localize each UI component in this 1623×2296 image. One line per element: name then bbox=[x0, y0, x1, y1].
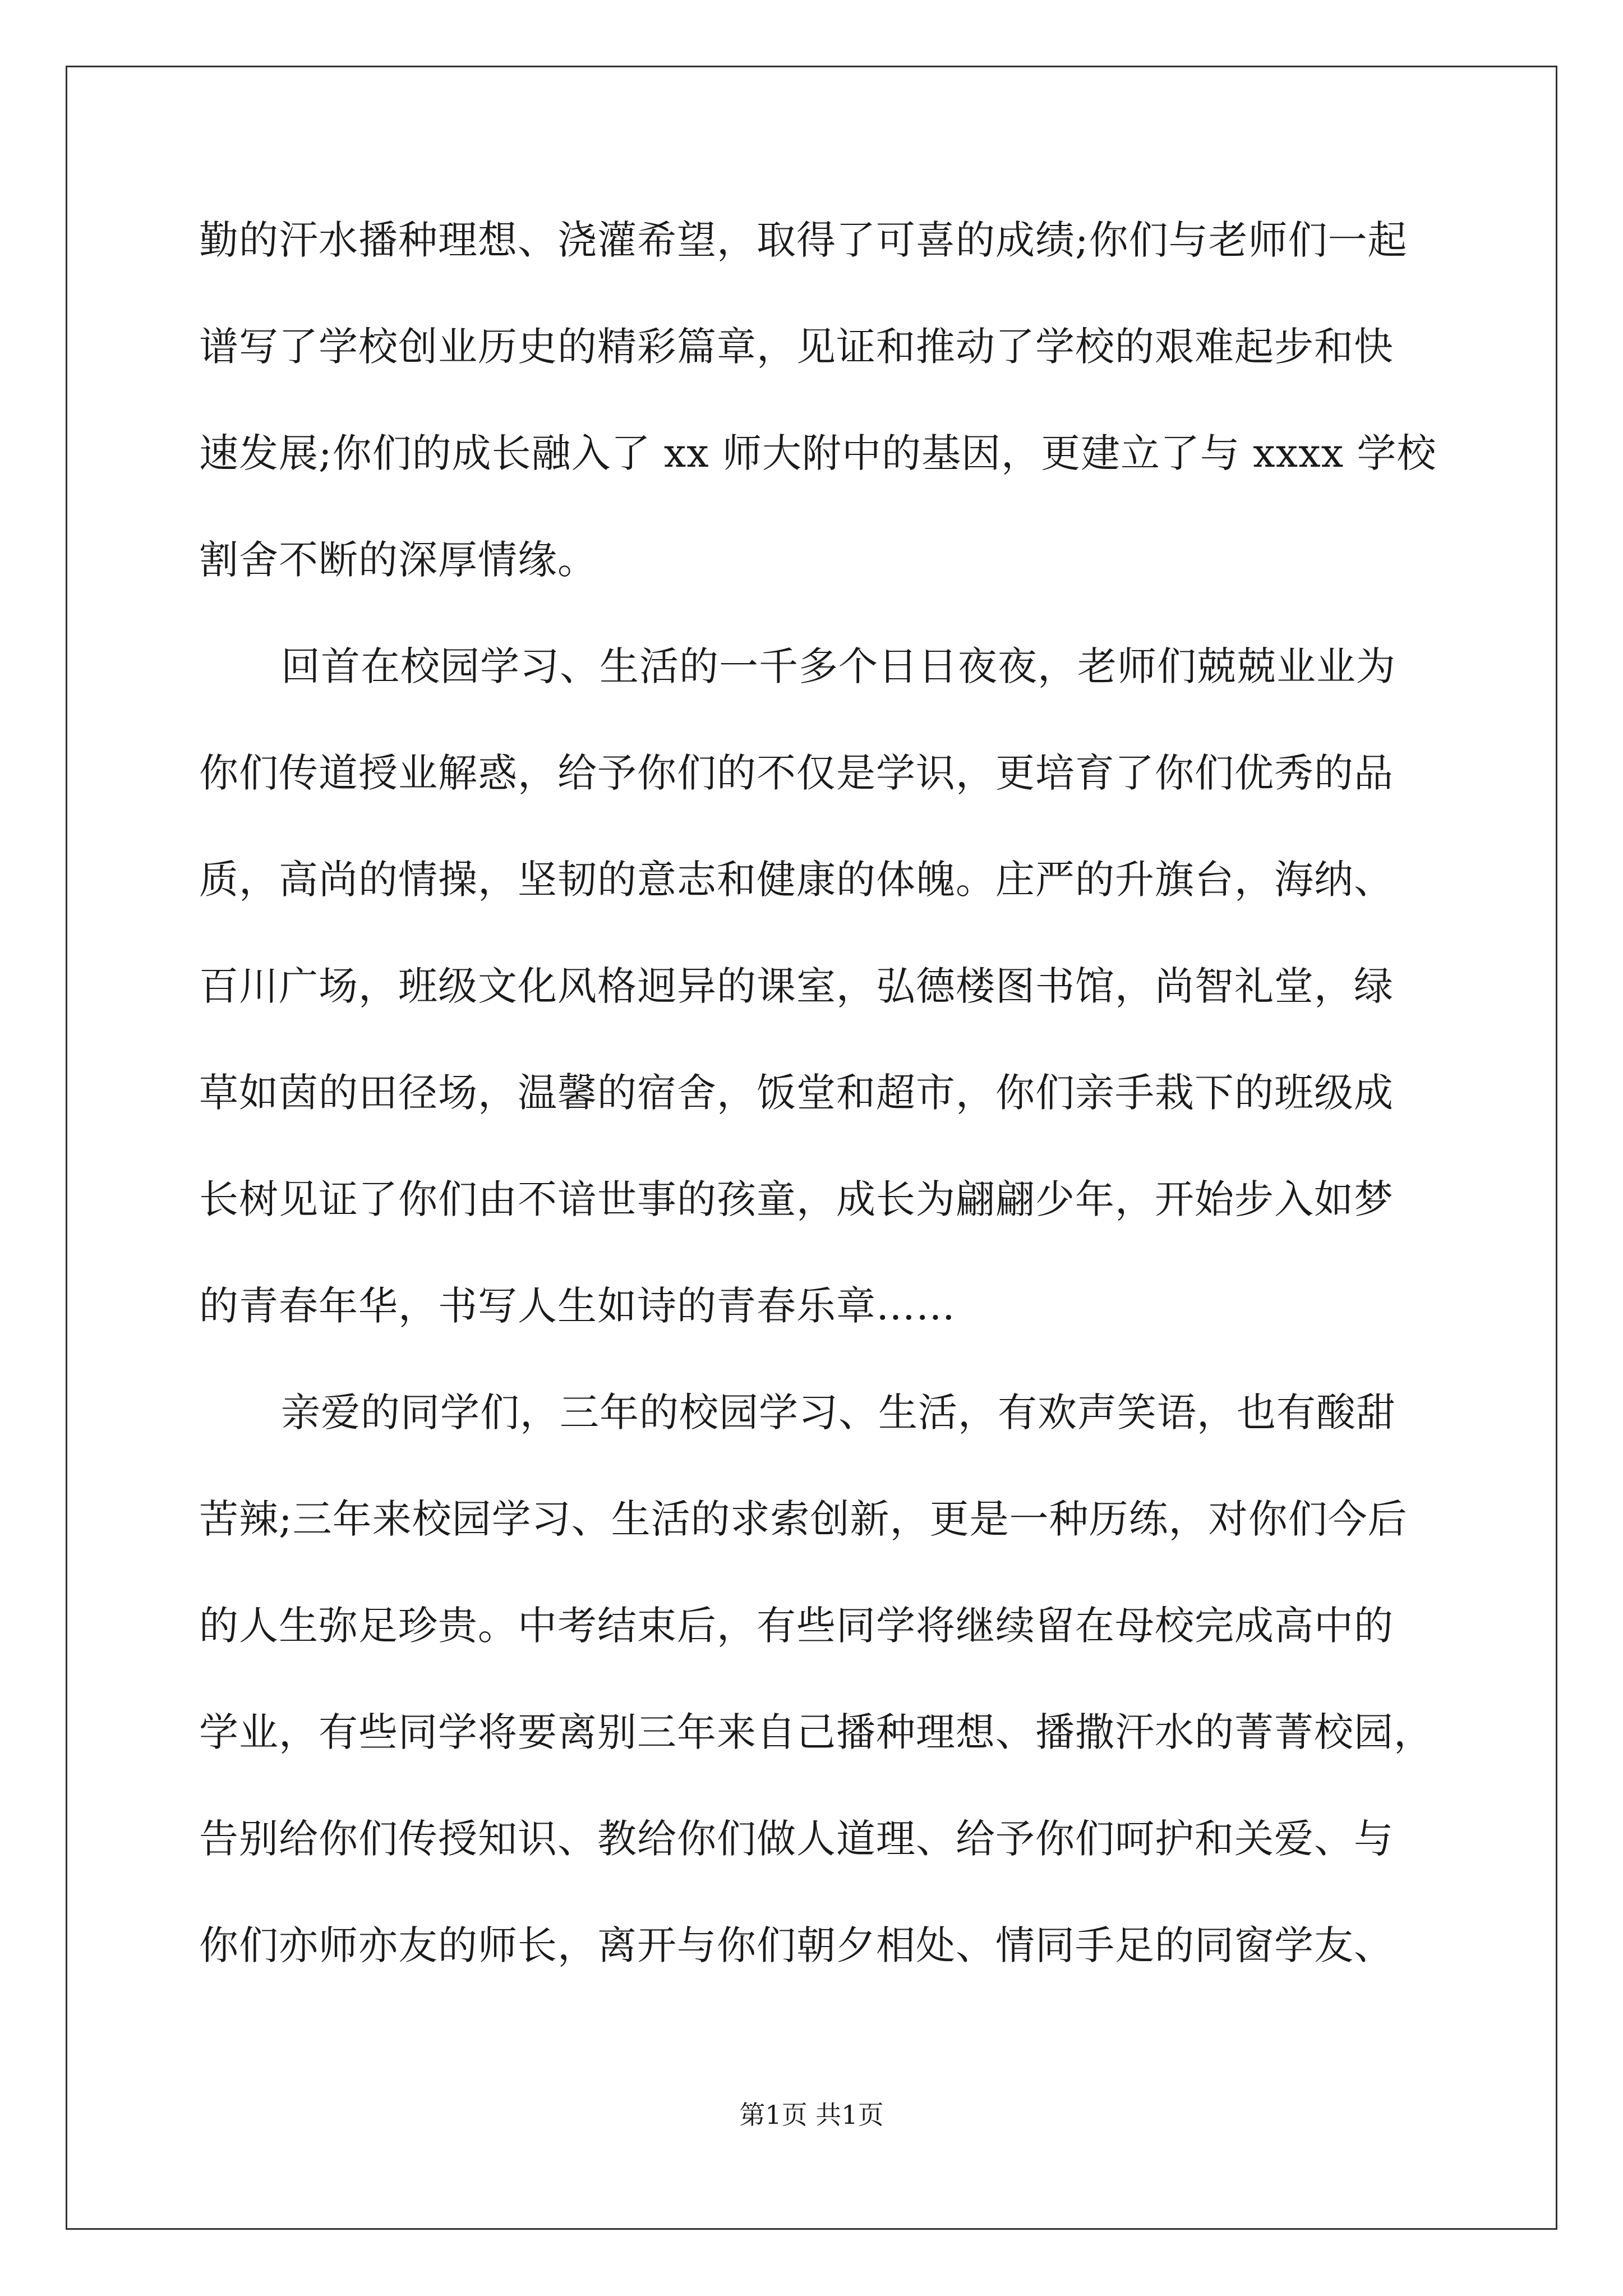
text-line: 学业，有些同学将要离别三年来自己播种理想、播撒汗水的菁菁校园， bbox=[199, 1709, 1433, 1755]
text-line: 回首在校园学习、生活的一千多个日日夜夜，老师们兢兢业业为 bbox=[281, 643, 1396, 689]
text-line: 苦辣;三年来校园学习、生活的求索创新，更是一种历练，对你们今后 bbox=[199, 1496, 1408, 1542]
page-border bbox=[66, 66, 1557, 2230]
text-line: 割舍不断的深厚情缘。 bbox=[199, 537, 597, 583]
text-line: 速发展;你们的成长融入了 xx 师大附中的基因，更建立了与 xxxx 学校 bbox=[199, 430, 1437, 476]
text-line: 的人生弥足珍贵。中考结束后，有些同学将继续留在母校完成高中的 bbox=[199, 1603, 1394, 1649]
page-footer: 第1页 共1页 bbox=[739, 2100, 884, 2130]
text-line: 亲爱的同学们，三年的校园学习、生活，有欢声笑语，也有酸甜 bbox=[281, 1389, 1396, 1435]
text-line: 告别给你们传授知识、教给你们做人道理、给予你们呵护和关爱、与 bbox=[199, 1816, 1394, 1862]
text-line: 长树见证了你们由不谙世事的孩童，成长为翩翩少年，开始步入如梦 bbox=[199, 1176, 1394, 1222]
text-line: 你们亦师亦友的师长，离开与你们朝夕相处、情同手足的同窗学友、 bbox=[199, 1922, 1394, 1968]
text-line: 你们传道授业解惑，给予你们的不仅是学识，更培育了你们优秀的品 bbox=[199, 750, 1394, 796]
text-line: 草如茵的田径场，温馨的宿舍，饭堂和超市，你们亲手栽下的班级成 bbox=[199, 1070, 1394, 1116]
text-line: 谱写了学校创业历史的精彩篇章，见证和推动了学校的艰难起步和快 bbox=[199, 324, 1394, 370]
text-line: 的青春年华，书写人生如诗的青春乐章…… bbox=[199, 1283, 956, 1329]
text-line: 质，高尚的情操，坚韧的意志和健康的体魄。庄严的升旗台，海纳、 bbox=[199, 857, 1394, 903]
text-line: 勤的汗水播种理想、浇灌希望，取得了可喜的成绩;你们与老师们一起 bbox=[199, 217, 1408, 263]
text-line: 百川广场，班级文化风格迥异的课室，弘德楼图书馆，尚智礼堂，绿 bbox=[199, 963, 1394, 1009]
